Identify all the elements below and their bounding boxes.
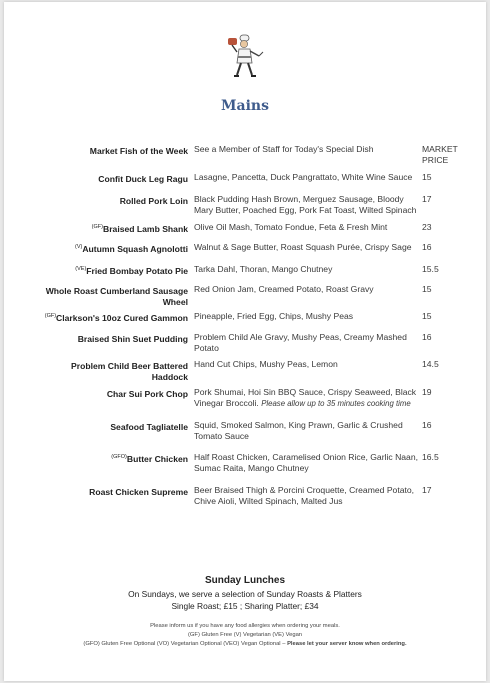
item-description: Walnut & Sage Butter, Roast Squash Purée, Crispy Sage (194, 242, 412, 252)
item-name: Whole Roast Cumberland Sausage Wheel (45, 285, 188, 308)
item-price: 16 (422, 242, 432, 252)
item-description: Squid, Smoked Salmon, King Prawn, Garlic & Crushed Tomato Sauce (194, 420, 403, 442)
item-price: 16.5 (422, 452, 439, 462)
item-name: $^{(V)}$Autumn Squash Agnolotti (75, 243, 188, 254)
item-price: 17 (422, 194, 432, 204)
item-name: Confit Duck Leg Ragu (98, 173, 188, 184)
item-name: Market Fish of the Week (89, 145, 188, 156)
sunday-lunches-prices: Single Roast; £15 ; Sharing Platter; £34 (171, 601, 319, 611)
allergy-notice: Please inform us if you have any food allergies when ordering your meals. (150, 623, 340, 629)
item-name: Braised Shin Suet Pudding (77, 333, 188, 344)
item-description: Problem Child Ale Gravy, Mushy Peas, Creamy Mashed Potato (194, 332, 407, 354)
allergy-key: (GF) Gluten Free (V) Vegetarian (VE) Vegan (187, 632, 303, 638)
item-description: Beer Braised Thigh & Porcini Croquette, Creamed Potato, Chive Aioli, Wilted Spinach, Malted Jus (194, 485, 415, 507)
item-description: Half Roast Chicken, Caramelised Onion Rice, Garlic Naan, Sumac Raita, Mango Chutney (194, 452, 419, 474)
allergy-key-optional: (GFO) Gluten Free Optional (VO) Vegetarian Optional (VEO) Vegan Optional – Please let your server know when ordering. (83, 641, 407, 647)
item-description: Olive Oil Mash, Tomato Fondue, Feta & Fresh Mint (194, 222, 388, 232)
item-name: $^{(GF)}$Braised Lamb Shank (91, 223, 188, 234)
item-price: 17 (422, 485, 432, 495)
section-title: Mains (221, 98, 269, 114)
item-price: 15 (422, 172, 432, 182)
item-description: Black Pudding Hash Brown, Merguez Sausage, Bloody Mary Butter, Poached Egg, Pork Fat Toast, Wilted Spinach (194, 194, 417, 216)
item-name: Roast Chicken Supreme (89, 486, 188, 497)
item-name: Char Sui Pork Chop (106, 388, 188, 399)
chef-figure-icon (222, 32, 266, 80)
footer (4, 574, 486, 649)
item-name: Seafood Tagliatelle (110, 421, 188, 432)
sunday-lunches-line: On Sundays, we serve a selection of Sunday Roasts & Platters (128, 589, 362, 599)
item-name: $^{(VE)}$Fried Bombay Potato Pie (75, 265, 188, 276)
item-name: $^{(GF)}$Clarkson's 10oz Cured Gammon (44, 312, 188, 323)
item-price: 16 (422, 420, 432, 430)
item-price: 14.5 (422, 359, 439, 369)
item-price: 23 (422, 222, 432, 232)
item-description: Pineapple, Fried Egg, Chips, Mushy Peas (194, 311, 354, 321)
sunday-lunches-title: Sunday Lunches (204, 575, 285, 586)
item-price: 19 (422, 387, 432, 397)
item-price: MARKET PRICE (422, 144, 458, 166)
item-description: Lasagne, Pancetta, Duck Pangrattato, White Wine Sauce (194, 172, 413, 182)
item-price: 15.5 (422, 264, 439, 274)
item-description: Red Onion Jam, Creamed Potato, Roast Gravy (194, 284, 374, 294)
item-name: $^{(GFO)}$Butter Chicken (111, 453, 188, 464)
item-name: Rolled Pork Loin (119, 195, 188, 206)
item-price: 16 (422, 332, 432, 342)
item-description: Tarka Dahl, Thoran, Mango Chutney (194, 264, 333, 274)
item-description: Pork Shumai, Hoi Sin BBQ Sauce, Crispy Seaweed, Black Vinegar Broccoli. Please allow up to 35 minutes cooking time (194, 387, 417, 409)
item-description: Hand Cut Chips, Mushy Peas, Lemon (194, 359, 338, 369)
item-name: Problem Child Beer Battered Haddock (71, 360, 188, 383)
item-price: 15 (422, 284, 432, 294)
menu-page (4, 2, 486, 681)
item-description: See a Member of Staff for Today's Special Dish (194, 144, 374, 154)
item-price: 15 (422, 311, 432, 321)
